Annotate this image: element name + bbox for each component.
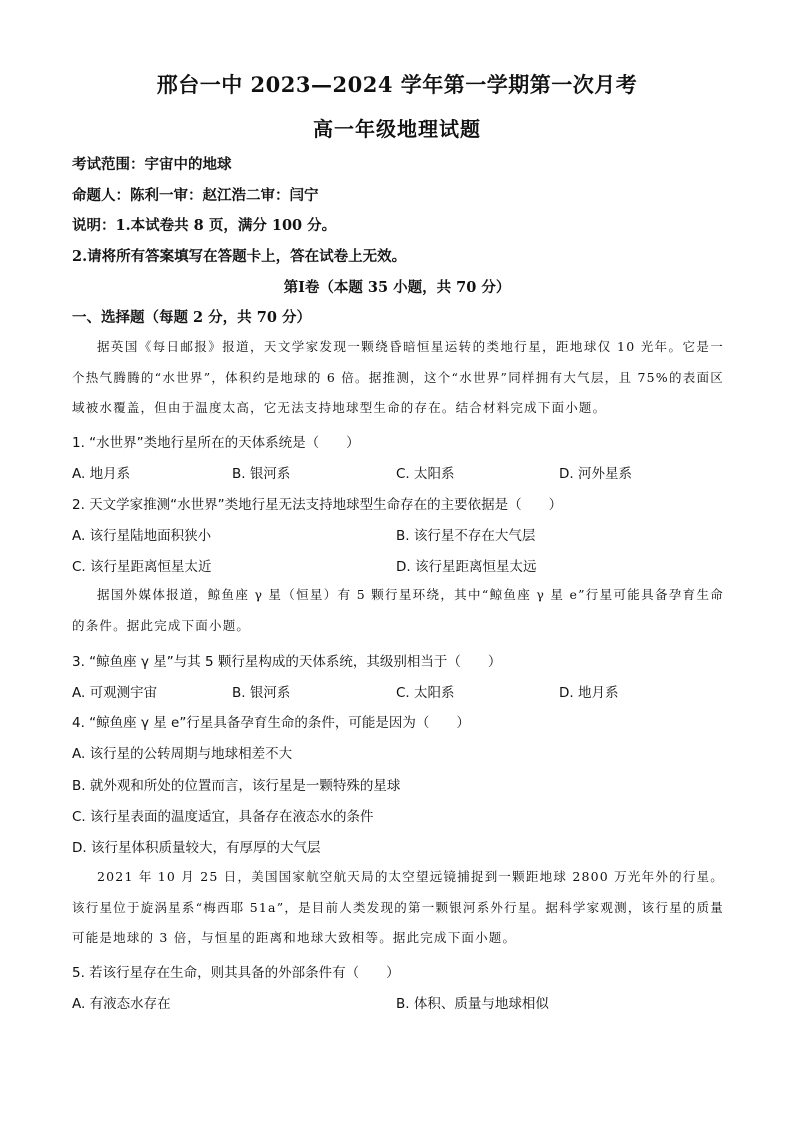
question-2-option-b: B. 该行星不存在大气层 xyxy=(396,528,536,544)
question-4-stem: 4. “鲸鱼座 γ 星 e”行星具备孕育生命的条件，可能是因为（ ） xyxy=(72,715,470,731)
exam-note-2: 2.请将所有答案填写在答题卡上，答在试卷上无效。 xyxy=(72,248,407,265)
question-2-option-d: D. 该行星距离恒星太远 xyxy=(396,559,537,575)
question-2-option-c: C. 该行星距离恒星太近 xyxy=(72,559,212,575)
question-5-option-b: B. 体积、质量与地球相似 xyxy=(396,996,549,1012)
volume-title: 第Ⅰ卷（本题 35 小题，共 70 分） xyxy=(283,279,511,296)
question-1-option-c: C. 太阳系 xyxy=(396,466,455,482)
question-3-option-d: D. 地月系 xyxy=(559,685,619,701)
question-2-stem: 2. 天文学家推测“水世界”类地行星无法支持地球型生命存在的主要依据是（ ） xyxy=(72,497,563,513)
question-3-option-b: B. 银河系 xyxy=(232,685,291,701)
question-4-option-b: B. 就外观和所处的位置而言，该行星是一颗特殊的星球 xyxy=(72,778,401,794)
question-3-option-c: C. 太阳系 xyxy=(396,685,455,701)
question-5-option-a: A. 有液态水存在 xyxy=(72,996,171,1012)
passage-1: 据英国《每日邮报》报道，天文学家发现一颗绕昏暗恒星运转的类地行星，距地球仅 10 光年。它是一个热气腾腾的“水世界”，体积约是地球的 6 倍。据推测，这个“水世界”同样拥有大气层，且 75%的表面区域被水覆盖，但由于温度太高，它无法支持地球型生命的存在。结合材料完成下面小题。 xyxy=(72,339,724,415)
question-4-option-d: D. 该行星体积质量较大，有厚厚的大气层 xyxy=(72,840,321,856)
question-3-stem: 3. “鲸鱼座 γ 星”与其 5 颗行星构成的天体系统，其级别相当于（ ） xyxy=(72,654,502,670)
question-1-option-d: D. 河外星系 xyxy=(559,466,632,482)
passage-3: 2021 年 10 月 25 日，美国国家航空航天局的太空望远镜捕捉到一颗距地球 2800 万光年外的行星。该行星位于旋涡星系“梅西耶 51a”，是目前人类发现的第一颗银河系外行星。据科学家观测，该行星的质量可能是地球的 3 倍，与恒星的距离和地球大致相等。据此完成下面小题。 xyxy=(72,869,724,945)
question-4-option-c: C. 该行星表面的温度适宜，具备存在液态水的条件 xyxy=(72,809,374,825)
exam-note-1: 说明：1.本试卷共 8 页，满分 100 分。 xyxy=(72,217,337,234)
question-1-option-b: B. 银河系 xyxy=(232,466,291,482)
section-title: 一、选择题（每题 2 分，共 70 分） xyxy=(72,309,311,326)
passage-2: 据国外媒体报道，鲸鱼座 γ 星（恒星）有 5 颗行星环绕，其中“鲸鱼座 γ 星 e”行星可能具备孕育生命的条件。据此完成下面小题。 xyxy=(72,587,724,633)
exam-authors: 命题人：陈利一审：赵江浩二审：闫宁 xyxy=(72,187,319,204)
question-3-option-a: A. 可观测宇宙 xyxy=(72,685,158,701)
exam-title: 邢台一中 2023—2024 学年第一学期第一次月考 xyxy=(156,72,638,97)
question-2-option-a: A. 该行星陆地面积狭小 xyxy=(72,528,212,544)
question-5-stem: 5. 若该行星存在生命，则其具备的外部条件有（ ） xyxy=(72,965,400,981)
question-1-stem: 1. “水世界”类地行星所在的天体系统是（ ） xyxy=(72,435,360,451)
question-1-option-a: A. 地月系 xyxy=(72,466,131,482)
exam-scope: 考试范围：宇宙中的地球 xyxy=(72,156,232,173)
question-4-option-a: A. 该行星的公转周期与地球相差不大 xyxy=(72,746,293,762)
exam-subtitle: 高一年级地理试题 xyxy=(313,117,481,141)
